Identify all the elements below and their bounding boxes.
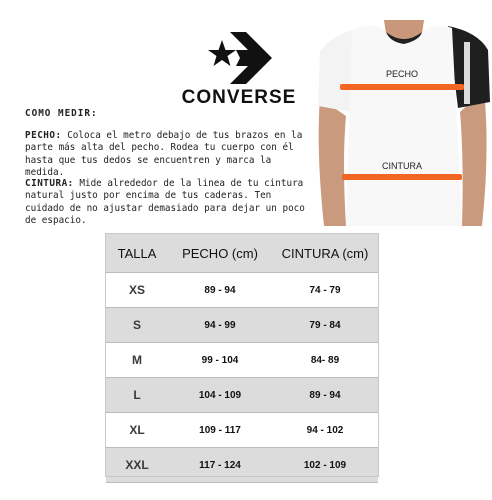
chest-cell: 117 - 124 bbox=[199, 459, 241, 471]
size-cell: M bbox=[132, 353, 142, 367]
table-row bbox=[106, 308, 378, 343]
how-to-measure-heading: COMO MEDIR: bbox=[25, 108, 98, 119]
waist-cell: 102 - 109 bbox=[303, 459, 347, 471]
waist-cell: 89 - 94 bbox=[309, 389, 341, 401]
size-table bbox=[106, 234, 378, 483]
waist-tape bbox=[342, 174, 462, 180]
waist-cell: 94 - 102 bbox=[306, 424, 344, 436]
model-photo bbox=[312, 20, 492, 226]
waist-text: Mide alrededor de la linea de tu cintura natural justo por encima de tus caderas. Ten cuidado de no ajustar demasiado para dejar un poco de espacio. bbox=[25, 178, 305, 227]
header-chest: PECHO (cm) bbox=[182, 245, 258, 261]
converse-star-chevron-logo-icon bbox=[206, 32, 272, 84]
table-row bbox=[106, 448, 378, 483]
size-cell: XXL bbox=[125, 458, 149, 472]
waist-instructions bbox=[25, 178, 307, 228]
table-row bbox=[106, 378, 378, 413]
table-row bbox=[106, 413, 378, 448]
table-row bbox=[106, 273, 378, 308]
waist-term: CINTURA: bbox=[25, 178, 74, 189]
brand-name: CONVERSE bbox=[181, 87, 297, 108]
waist-label: CINTURA bbox=[382, 161, 422, 171]
chest-instructions bbox=[25, 130, 307, 180]
table-row bbox=[106, 343, 378, 378]
waist-cell: 84- 89 bbox=[310, 354, 340, 366]
size-cell: XL bbox=[129, 423, 145, 437]
chest-cell: 89 - 94 bbox=[204, 284, 236, 296]
brand-logo bbox=[178, 32, 300, 112]
chest-tape bbox=[340, 84, 464, 90]
table-header-row bbox=[106, 234, 378, 273]
header-waist: CINTURA (cm) bbox=[281, 245, 369, 261]
size-cell: S bbox=[132, 318, 141, 332]
header-size: TALLA bbox=[117, 245, 157, 261]
chest-cell: 104 - 109 bbox=[198, 389, 242, 401]
chest-cell: 94 - 99 bbox=[204, 319, 236, 331]
size-cell: XS bbox=[128, 283, 145, 297]
waist-cell: 74 - 79 bbox=[309, 284, 341, 296]
chest-cell: 99 - 104 bbox=[201, 354, 239, 366]
waist-cell: 79 - 84 bbox=[309, 319, 341, 331]
chest-text: Coloca el metro debajo de tus brazos en la parte más alta del pecho. Rodea tu cuerpo con él hasta que tus dedos se encuentren y marca la medida. bbox=[25, 130, 303, 179]
chest-label: PECHO bbox=[385, 69, 419, 79]
size-cell: L bbox=[133, 388, 141, 402]
chest-term: PECHO: bbox=[25, 130, 62, 141]
chest-cell: 109 - 117 bbox=[199, 424, 241, 436]
